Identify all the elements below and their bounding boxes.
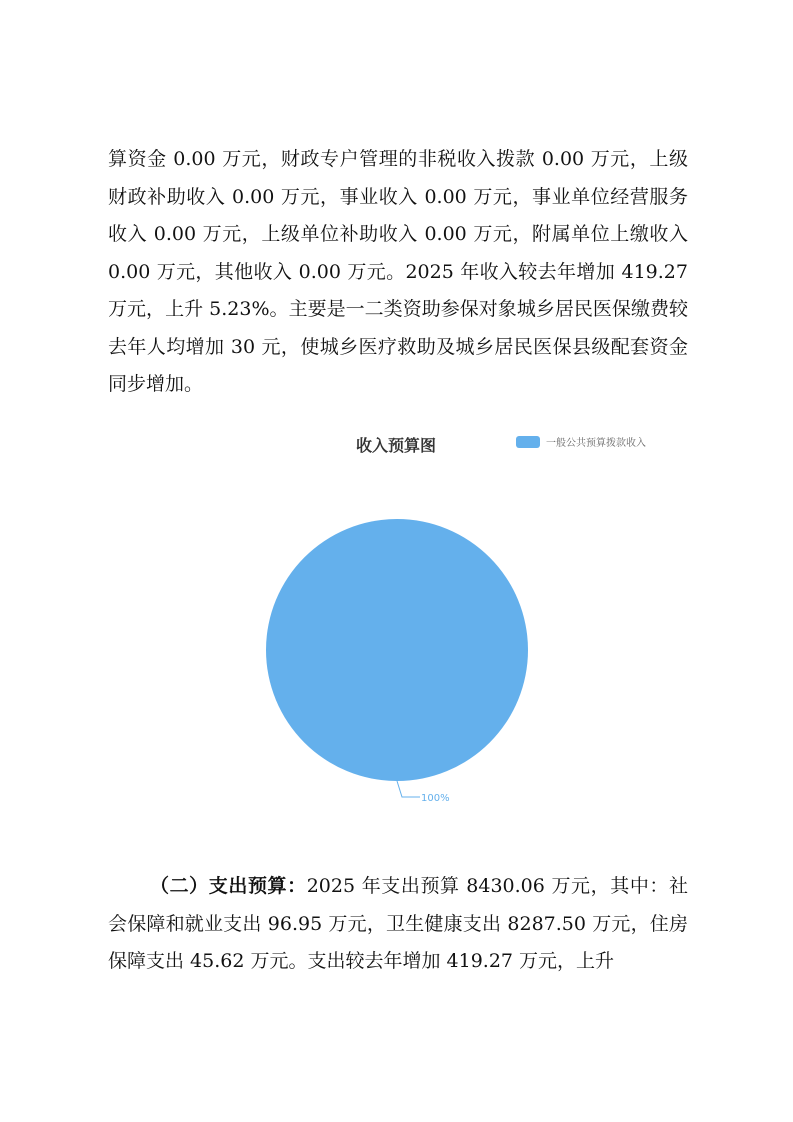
slice-label: 100% bbox=[421, 793, 450, 804]
chart-title: 收入预算图 bbox=[355, 436, 437, 455]
expenditure-text: 2025 年支出预算 8430.06 万元，其中：社会保障和就业支出 96.95 万元，卫生健康支出 8287.50 万元，住房保障支出 45.62 万元。支出较去年增加 419.27 万元，上升 bbox=[108, 875, 688, 972]
income-budget-pie-chart bbox=[230, 425, 690, 815]
legend-label: 一般公共预算拨款收入 bbox=[546, 438, 646, 449]
slice-label-leader-line bbox=[397, 781, 420, 797]
legend-swatch bbox=[516, 436, 540, 448]
pie-slices bbox=[266, 519, 528, 781]
chart-legend bbox=[516, 436, 646, 449]
body-paragraph-expenditure bbox=[108, 868, 688, 981]
body-paragraph-income: 算资金 0.00 万元，财政专户管理的非税收入拨款 0.00 万元，上级财政补助收入 0.00 万元，事业收入 0.00 万元，事业单位经营服务收入 0.00 万元，上级单位补助收入 0.00 万元，附属单位上缴收入 0.00 万元，其他收入 0.00 万元。2025 年收入较去年增加 419.27 万元，上升 5.23%。主要是一二类资助参保对象城乡居民医保缴费较去年人均增加 30 元，使城乡医疗救助及城乡居民医保县级配套资金同步增加。 bbox=[108, 148, 688, 395]
section-heading-expenditure: （二）支出预算： bbox=[150, 875, 307, 897]
pie-slice bbox=[266, 519, 528, 781]
